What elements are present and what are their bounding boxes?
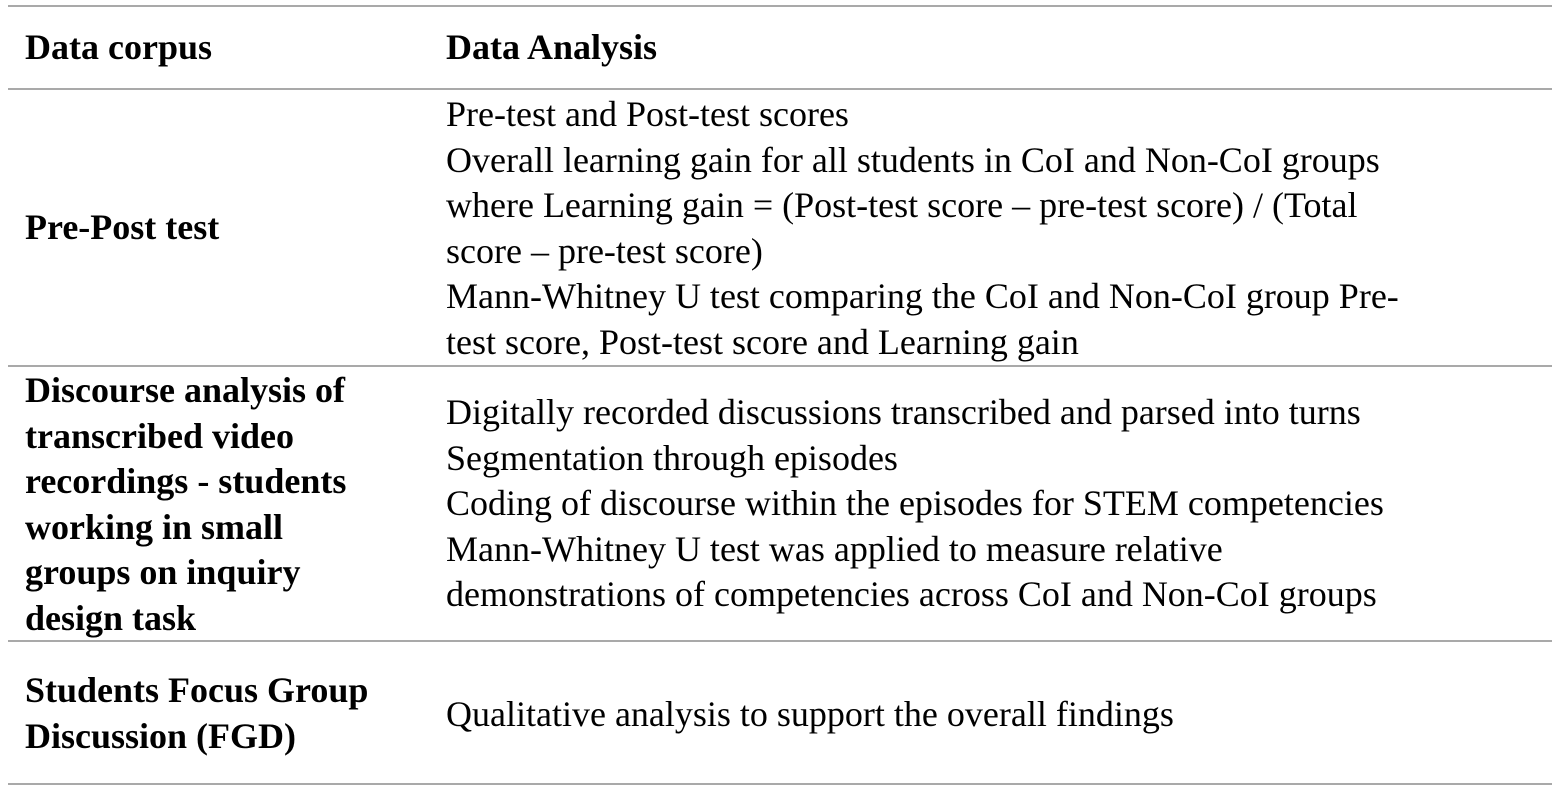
row-2-corpus-line: transcribed video [25,415,294,456]
header-data-corpus: Data corpus [25,27,212,67]
header-bottom-rule [8,88,1552,90]
row-2-corpus-line: groups on inquiry [25,552,301,592]
row-1-analysis-line: Overall learning gain for all students in CoI and Non-CoI groups [446,139,1380,180]
row-1-analysis-line: score – pre-test score) [446,230,763,271]
row-2-corpus [25,368,425,641]
row-1-analysis-line: where Learning gain = (Post-test score – pre-test score) / (Total [446,185,1358,225]
row-2-corpus-line: recordings - students [25,461,347,501]
row-3-corpus-line: Students Focus Group [25,670,369,710]
row-1-analysis-line: test score, Post-test score and Learning gain [446,321,1079,362]
row-1-analysis [446,92,1546,365]
row-divider-1 [8,365,1552,367]
row-3-corpus-line: Discussion (FGD) [25,715,297,756]
row-1-corpus-line: Pre-Post test [25,207,220,247]
row-2-analysis-line: Mann-Whitney U test was applied to measure relative [446,528,1223,569]
row-2-analysis [446,390,1546,618]
row-2-analysis-line: demonstrations of competencies across CoI and Non-CoI groups [446,574,1377,614]
row-2-analysis-line: Coding of discourse within the episodes for STEM competencies [446,483,1384,523]
row-3-analysis [446,692,1546,738]
row-2-corpus-line: working in small [25,506,284,547]
row-1-corpus [25,205,425,251]
table-top-rule [8,5,1552,7]
row-2-corpus-line: Discourse analysis of [25,370,346,410]
row-3-analysis-line: Qualitative analysis to support the overall findings [446,694,1174,734]
table-bottom-rule [8,783,1552,785]
row-3-corpus [25,668,425,759]
row-1-analysis-line: Pre-test and Post-test scores [446,94,849,134]
row-2-corpus-line: design task [25,597,197,638]
row-1-analysis-line: Mann-Whitney U test comparing the CoI and Non-CoI group Pre- [446,276,1399,316]
row-2-analysis-line: Digitally recorded discussions transcribed and parsed into turns [446,392,1361,432]
header-data-analysis: Data Analysis [446,27,658,67]
row-2-analysis-line: Segmentation through episodes [446,437,898,478]
